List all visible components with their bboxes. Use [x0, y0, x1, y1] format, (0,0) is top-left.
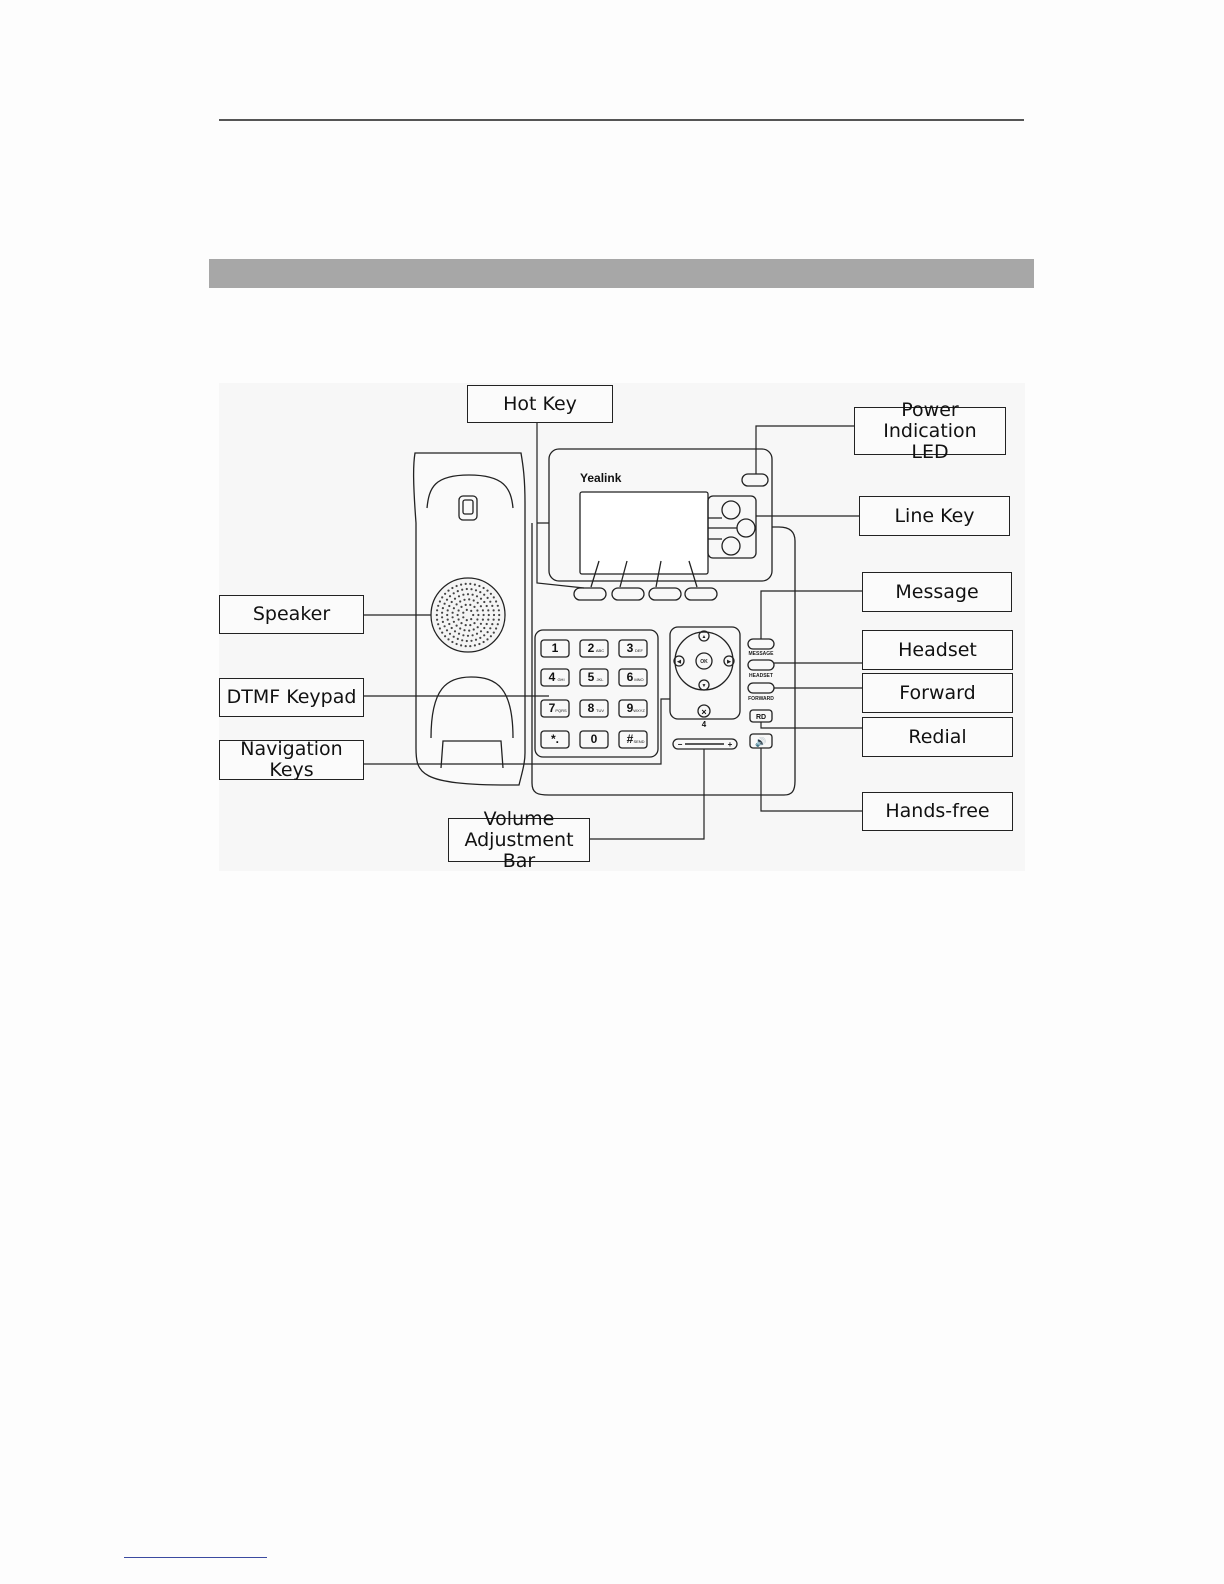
callout-line-key-label: Line Key: [894, 504, 975, 527]
keypad-key-label: 4: [548, 670, 556, 684]
grille-dot: [483, 594, 485, 596]
grille-dot: [497, 605, 499, 607]
keypad-key-label: 3: [626, 641, 634, 655]
grille-dot: [489, 601, 491, 603]
grille-dot: [467, 635, 469, 637]
cancel-icon: ×: [701, 707, 707, 717]
grille-dot: [447, 590, 449, 592]
callout-hands-free-label: Hands-free: [885, 800, 990, 822]
grille-dot: [473, 599, 475, 601]
grille-dot: [459, 627, 461, 629]
handset: [414, 453, 525, 785]
callout-hot-key: [467, 385, 613, 423]
grille-dot: [453, 621, 455, 623]
grille-dot: [447, 619, 449, 621]
callout-speaker-label: Speaker: [252, 603, 331, 625]
grille-dot: [444, 635, 446, 637]
grille-dot: [458, 609, 460, 611]
callout-navigation-keys: [219, 740, 364, 780]
grille-dot: [477, 626, 479, 628]
grille-dot: [456, 643, 458, 645]
grille-dot: [456, 585, 458, 587]
grille-dot: [487, 631, 489, 633]
nav-up-icon: ▲: [701, 634, 707, 640]
callout-volume-label-1: Volume: [483, 807, 555, 830]
grille-dot: [462, 594, 464, 596]
grille-dot: [441, 632, 443, 634]
grille-dot: [491, 605, 493, 607]
grille-dot: [486, 638, 488, 640]
callout-forward-label: Forward: [899, 681, 976, 704]
callout-forward: [862, 673, 1013, 713]
callout-volume-label-2: Adjustment Bar: [464, 828, 574, 872]
grille-dot: [482, 619, 484, 621]
keypad-key-sublabel: GHI: [557, 677, 565, 682]
grille-dot: [439, 600, 441, 602]
callout-redial: [862, 717, 1013, 757]
grille-dot: [437, 605, 439, 607]
keypad-key-label: 9: [626, 701, 634, 715]
grille-dot: [498, 614, 500, 616]
grille-dot: [483, 614, 485, 616]
grille-dot: [441, 596, 443, 598]
grille-dot: [472, 634, 474, 636]
grille-dot: [472, 594, 474, 596]
grille-dot: [497, 623, 499, 625]
grille-dot: [465, 583, 467, 585]
grille-dot: [441, 616, 443, 618]
grille-dot: [465, 645, 467, 647]
grille-dot: [457, 590, 459, 592]
grille-dot: [470, 618, 472, 620]
grille-dot: [465, 624, 467, 626]
grille-dot: [478, 585, 480, 587]
grille-dot: [467, 593, 469, 595]
mic-mark: 4: [701, 720, 707, 729]
volume-plus-icon: +: [727, 740, 733, 749]
grille-dot: [474, 584, 476, 586]
grille-dot: [491, 623, 493, 625]
grille-dot: [454, 630, 456, 632]
grille-dot: [486, 590, 488, 592]
grille-dot: [461, 589, 463, 591]
grille-dot: [475, 639, 477, 641]
grille-dot: [483, 634, 485, 636]
grille-dot: [480, 605, 482, 607]
grille-dot: [451, 627, 453, 629]
callout-dtmf-keypad-label: DTMF Keypad: [226, 686, 357, 708]
grille-dot: [451, 641, 453, 643]
grille-dot: [462, 616, 464, 618]
grille-dot: [478, 643, 480, 645]
grille-dot: [444, 603, 446, 605]
grille-dot: [483, 601, 485, 603]
grille-dot: [452, 612, 454, 614]
header-rule: [219, 119, 1024, 121]
grille-dot: [456, 603, 458, 605]
grille-dot: [469, 645, 471, 647]
grille-dot: [466, 640, 468, 642]
grille-dot: [436, 614, 438, 616]
callout-redial-label: Redial: [908, 725, 967, 748]
grille-dot: [480, 630, 482, 632]
callout-dtmf-keypad: [219, 678, 364, 717]
grille-dot: [442, 607, 444, 609]
grille-dot: [448, 623, 450, 625]
grille-dot: [462, 634, 464, 636]
callout-speaker: [219, 595, 364, 634]
callout-navigation-keys-label: Navigation Keys: [240, 738, 343, 781]
grille-dot: [453, 607, 455, 609]
grille-dot: [436, 619, 438, 621]
callout-volume-bar: [448, 807, 590, 872]
callout-hot-key-label: Hot Key: [503, 392, 577, 415]
grille-dot: [470, 610, 472, 612]
grille-dot: [449, 633, 451, 635]
keypad-key-sublabel: PQRS: [555, 708, 567, 713]
keypad-key-sublabel: ABC: [595, 648, 605, 653]
grille-dot: [460, 644, 462, 646]
grille-dot: [476, 633, 478, 635]
grille-dot: [457, 638, 459, 640]
grille-dot: [493, 609, 495, 611]
keypad-key-label: *.: [550, 732, 560, 746]
grille-dot: [487, 597, 489, 599]
message-key-label: MESSAGE: [748, 651, 774, 657]
grille-dot: [436, 609, 438, 611]
keypad-key-label: 0: [590, 732, 598, 746]
keypad-key-sublabel: TUV: [596, 708, 604, 713]
grille-dot: [472, 614, 474, 616]
grille-dot: [495, 600, 497, 602]
grille-dot: [479, 591, 481, 593]
callout-line-key: [859, 496, 1010, 536]
grille-dot: [444, 625, 446, 627]
grille-dot: [498, 619, 500, 621]
callout-hands-free: [862, 792, 1013, 831]
callout-power-led-label-2: LED: [911, 440, 949, 463]
grille-dot: [490, 593, 492, 595]
grille-dot: [446, 599, 448, 601]
grille-dot: [458, 595, 460, 597]
grille-dot: [474, 644, 476, 646]
grille-dot: [453, 592, 455, 594]
grille-dot: [493, 596, 495, 598]
grille-dot: [483, 627, 485, 629]
grille-dot: [446, 614, 448, 616]
grille-dot: [446, 629, 448, 631]
callout-power-led: [854, 398, 1006, 463]
keypad-key-sublabel: DEF: [635, 648, 643, 653]
grille-dot: [461, 639, 463, 641]
grille-dot: [468, 630, 470, 632]
grille-dot: [493, 619, 495, 621]
grille-dot: [498, 609, 500, 611]
keypad-key-sublabel: MNO: [634, 677, 644, 682]
grille-dot: [473, 622, 475, 624]
grille-dot: [480, 598, 482, 600]
grille-dot: [473, 606, 475, 608]
grille-dot: [458, 633, 460, 635]
footnote-rule: [124, 1557, 267, 1558]
grille-dot: [493, 632, 495, 634]
callout-power-led-label-1: Power Indication: [883, 398, 977, 442]
grille-dot: [487, 619, 489, 621]
section-heading-bar: [209, 259, 1034, 288]
grille-dot: [483, 641, 485, 643]
nav-left-icon: ◀: [677, 659, 681, 665]
headset-key-label: HEADSET: [749, 673, 773, 679]
grille-dot: [482, 609, 484, 611]
grille-dot: [477, 614, 479, 616]
nav-down-icon: ▼: [701, 683, 707, 689]
grille-dot: [442, 621, 444, 623]
grille-dot: [486, 623, 488, 625]
grille-dot: [495, 627, 497, 629]
keypad-key-sublabel: WXYZ: [633, 708, 645, 713]
grille-dot: [470, 588, 472, 590]
grille-dot: [487, 609, 489, 611]
redial-key-label: RD: [755, 714, 767, 721]
keypad-key-label: 1: [551, 641, 559, 655]
keypad-key-label: 6: [626, 670, 634, 684]
phone-diagram: [219, 383, 1025, 871]
keypad-key-label: #: [626, 732, 634, 746]
grille-dot: [475, 589, 477, 591]
grille-dot: [444, 593, 446, 595]
grille-dot: [486, 605, 488, 607]
grille-dot: [447, 609, 449, 611]
forward-key-label: FORWARD: [748, 696, 774, 702]
grille-dot: [480, 623, 482, 625]
grille-dot: [447, 638, 449, 640]
callout-message-label: Message: [895, 580, 979, 603]
grille-dot: [463, 629, 465, 631]
grille-dot: [462, 612, 464, 614]
grille-dot: [493, 614, 495, 616]
grille-dot: [466, 619, 468, 621]
nav-right-icon: ▶: [727, 659, 731, 665]
grille-dot: [460, 606, 462, 608]
grille-dot: [453, 636, 455, 638]
grille-dot: [479, 637, 481, 639]
grille-dot: [454, 598, 456, 600]
keypad-key-sublabel: SEND: [633, 739, 645, 744]
grille-dot: [469, 604, 471, 606]
grille-dot: [476, 618, 478, 620]
grille-dot: [458, 618, 460, 620]
keypad-key-label: 5: [587, 670, 595, 684]
grille-dot: [466, 588, 468, 590]
grille-dot: [448, 605, 450, 607]
grille-dot: [457, 614, 459, 616]
grille-dot: [437, 623, 439, 625]
grille-dot: [468, 598, 470, 600]
keypad-key-label: 2: [587, 641, 595, 655]
grille-dot: [490, 635, 492, 637]
grille-dot: [476, 595, 478, 597]
grille-dot: [489, 627, 491, 629]
grille-dot: [451, 587, 453, 589]
keypad-key-label: 8: [587, 701, 595, 715]
grille-dot: [460, 584, 462, 586]
grille-dot: [456, 625, 458, 627]
nav-ok-label: OK: [700, 659, 708, 665]
keypad-key-label: 7: [548, 701, 556, 715]
grille-dot: [469, 624, 471, 626]
grille-dot: [483, 587, 485, 589]
grille-dot: [452, 616, 454, 618]
grille-dot: [476, 609, 478, 611]
grille-dot: [460, 622, 462, 624]
grille-dot: [488, 614, 490, 616]
grille-dot: [465, 604, 467, 606]
callout-message: [862, 572, 1012, 612]
callout-headset: [862, 630, 1013, 670]
grille-dot: [439, 627, 441, 629]
grille-dot: [449, 595, 451, 597]
grille-dot: [463, 599, 465, 601]
grille-dot: [441, 612, 443, 614]
grille-dot: [477, 602, 479, 604]
speaker-icon: 🔊: [755, 737, 767, 747]
grille-dot: [473, 628, 475, 630]
grille-dot: [459, 600, 461, 602]
grille-dot: [451, 601, 453, 603]
grille-dot: [469, 583, 471, 585]
grille-dot: [470, 640, 472, 642]
keypad-key-sublabel: JKL: [596, 677, 604, 682]
brand-logo: Yealink: [580, 471, 622, 485]
volume-minus-icon: −: [677, 740, 683, 749]
grille-dot: [466, 609, 468, 611]
callout-headset-label: Headset: [898, 638, 977, 661]
